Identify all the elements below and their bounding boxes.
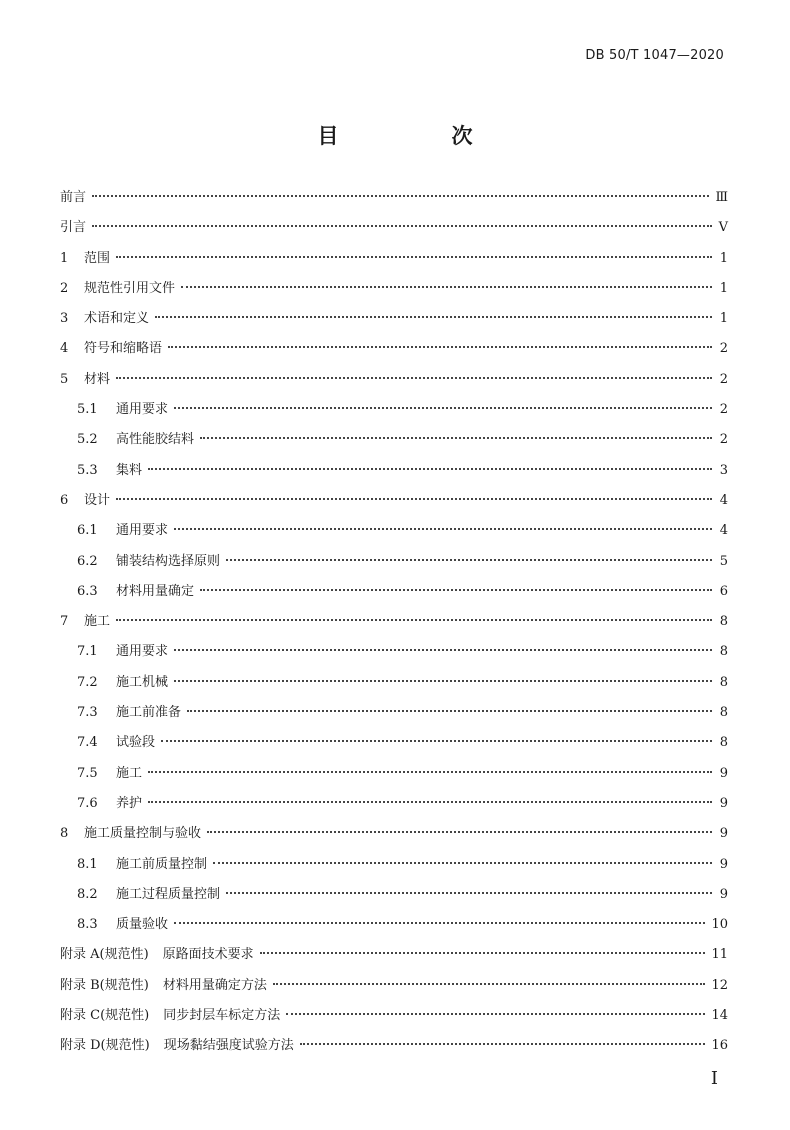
toc-entry-page: 9 [719,856,728,872]
toc-entry-number: 8.1 [77,856,98,872]
dot-leader [207,830,712,833]
toc-entry-page: 8 [719,614,728,630]
dot-leader [260,951,706,954]
dot-leader [187,709,712,712]
dot-leader [174,527,712,530]
toc-entry[interactable] [60,365,728,395]
toc-entry-label: 高性能胶结料 [116,432,195,448]
toc-entry-number: 7.6 [77,795,98,811]
toc-entry-label: 引言 [60,220,87,236]
toc-entry-page: 1 [719,311,728,327]
toc-entry[interactable] [60,213,728,243]
toc-entry-number: 7 [60,614,69,630]
toc-entry-label: 材料用量确定 [116,583,195,599]
toc-entry-label: 施工过程质量控制 [116,886,221,902]
dot-leader [273,982,706,985]
toc-entry[interactable] [60,850,728,880]
dot-leader [92,224,712,227]
toc-entry[interactable] [60,971,728,1001]
toc-entry[interactable] [60,395,728,425]
toc-entry-label: 设计 [84,492,111,508]
toc-entry-number: 7.1 [77,644,98,660]
toc-entry-label: 铺装结构选择原则 [116,553,221,569]
toc-entry-page: 3 [719,462,728,478]
toc-entry-page: 2 [719,402,728,418]
toc-entry-number: 8.3 [77,917,98,933]
toc-entry-page: 9 [719,886,728,902]
toc-entry-number: 4 [60,341,69,357]
toc-entry-page: V [718,220,728,236]
toc-entry[interactable] [60,516,728,546]
dot-leader [116,497,712,500]
dot-leader [116,376,712,379]
dot-leader [174,406,712,409]
toc-entry-label: 通用要求 [116,523,169,539]
toc-entry-page: 8 [719,735,728,751]
dot-leader [174,679,712,682]
toc-entry-label: 原路面技术要求 [162,947,254,963]
toc-entry-page: 9 [719,765,728,781]
toc-entry-label: 符号和缩略语 [84,341,163,357]
toc-entry-page: 14 [711,1008,728,1024]
toc-entry[interactable] [60,940,728,970]
dot-leader [174,648,712,651]
toc-entry-label: 施工 [84,614,111,630]
toc-entry-number: 8.2 [77,886,98,902]
toc-entry[interactable] [60,819,728,849]
dot-leader [116,255,712,258]
toc-entry[interactable] [60,728,728,758]
table-of-contents [60,183,728,1062]
dot-leader [226,558,712,561]
toc-entry-page: 5 [719,553,728,569]
toc-entry[interactable] [60,244,728,274]
toc-entry-label: 施工前准备 [116,705,182,721]
toc-entry-page: 2 [719,341,728,357]
toc-entry-page: 12 [711,977,728,993]
toc-entry-label: 材料用量确定方法 [162,977,267,993]
toc-entry-label: 前言 [60,190,87,205]
toc-entry[interactable] [60,1031,728,1061]
toc-entry-label: 通用要求 [116,402,169,418]
toc-entry-label: 施工前质量控制 [116,856,208,872]
toc-entry[interactable] [60,304,728,334]
toc-entry-page: 4 [719,523,728,539]
toc-entry-page: 1 [719,250,728,266]
dot-leader [116,618,712,621]
document-code: DB 50/T 1047—2020 [585,48,724,63]
toc-entry-page: 9 [719,826,728,842]
dot-leader [200,588,712,591]
toc-entry-number: 7.5 [77,765,98,781]
toc-entry[interactable] [60,183,728,213]
toc-entry-number: 2 [60,280,69,296]
toc-entry-number: 1 [60,250,69,266]
toc-entry-number: 附录 C(规范性) [60,1008,150,1024]
dot-leader [148,800,712,803]
page-title: 目 次 [317,124,519,148]
toc-entry-number: 7.4 [77,735,98,751]
toc-entry-label: 通用要求 [116,644,169,660]
dot-leader [161,739,712,742]
toc-entry-number: 8 [60,826,69,842]
dot-leader [92,194,709,197]
toc-entry-page: 1 [719,280,728,296]
dot-leader [168,345,712,348]
toc-entry-label: 现场黏结强度试验方法 [163,1038,294,1054]
dot-leader [148,467,712,470]
toc-entry[interactable] [60,274,728,304]
toc-entry[interactable] [60,698,728,728]
toc-entry-number: 6.3 [77,583,98,599]
dot-leader [155,315,712,318]
toc-entry-page: 4 [719,492,728,508]
toc-entry[interactable] [60,456,728,486]
toc-entry[interactable] [60,607,728,637]
toc-entry-label: 养护 [116,795,143,811]
toc-entry-page: 8 [719,644,728,660]
toc-entry-number: 6.1 [77,523,98,539]
toc-entry-page: 10 [711,917,728,933]
dot-leader [181,285,712,288]
toc-entry-label: 施工 [116,765,143,781]
toc-entry-label: 范围 [84,250,111,266]
dot-leader [226,891,712,894]
toc-entry[interactable] [60,486,728,516]
toc-entry-page: 8 [719,674,728,690]
toc-entry[interactable] [60,577,728,607]
toc-entry-label: 试验段 [116,735,156,751]
toc-entry[interactable] [60,547,728,577]
dot-leader [286,1012,705,1015]
toc-entry-label: 材料 [84,371,111,387]
toc-entry-number: 6.2 [77,553,98,569]
toc-entry-page: Ⅲ [715,190,728,205]
toc-entry-number: 附录 B(规范性) [60,977,149,993]
toc-entry-number: 7.2 [77,674,98,690]
toc-entry-page: 2 [719,371,728,387]
dot-leader [148,770,712,773]
toc-entry[interactable] [60,668,728,698]
dot-leader [300,1042,706,1045]
toc-entry[interactable] [60,1001,728,1031]
toc-entry-page: 6 [719,583,728,599]
toc-entry-number: 6 [60,492,69,508]
toc-entry-label: 施工机械 [116,674,169,690]
toc-entry[interactable] [60,425,728,455]
toc-entry-page: 16 [711,1038,728,1054]
toc-entry-number: 5 [60,371,69,387]
toc-entry-page: 8 [719,705,728,721]
toc-entry-label: 质量验收 [116,917,169,933]
toc-entry-page: 11 [711,947,728,963]
toc-entry-page: 2 [719,432,728,448]
toc-entry[interactable] [60,789,728,819]
toc-entry-number: 附录 A(规范性) [60,947,149,963]
toc-entry-label: 同步封层车标定方法 [163,1008,281,1024]
toc-entry-label: 规范性引用文件 [84,280,176,296]
page-number: I [710,1068,718,1089]
toc-entry-label: 集料 [116,462,143,478]
toc-entry-number: 5.3 [77,462,98,478]
toc-entry-number: 附录 D(规范性) [60,1038,150,1054]
toc-entry-page: 9 [719,795,728,811]
toc-entry[interactable] [60,880,728,910]
dot-leader [213,861,712,864]
toc-entry[interactable] [60,334,728,364]
dot-leader [200,436,712,439]
toc-entry-number: 5.2 [77,432,98,448]
dot-leader [174,921,705,924]
toc-entry-label: 术语和定义 [84,311,150,327]
toc-entry[interactable] [60,910,728,940]
toc-entry[interactable] [60,759,728,789]
toc-entry-number: 3 [60,311,69,327]
toc-entry-number: 7.3 [77,705,98,721]
toc-entry-number: 5.1 [77,402,98,418]
toc-entry[interactable] [60,637,728,667]
toc-entry-label: 施工质量控制与验收 [84,826,202,842]
